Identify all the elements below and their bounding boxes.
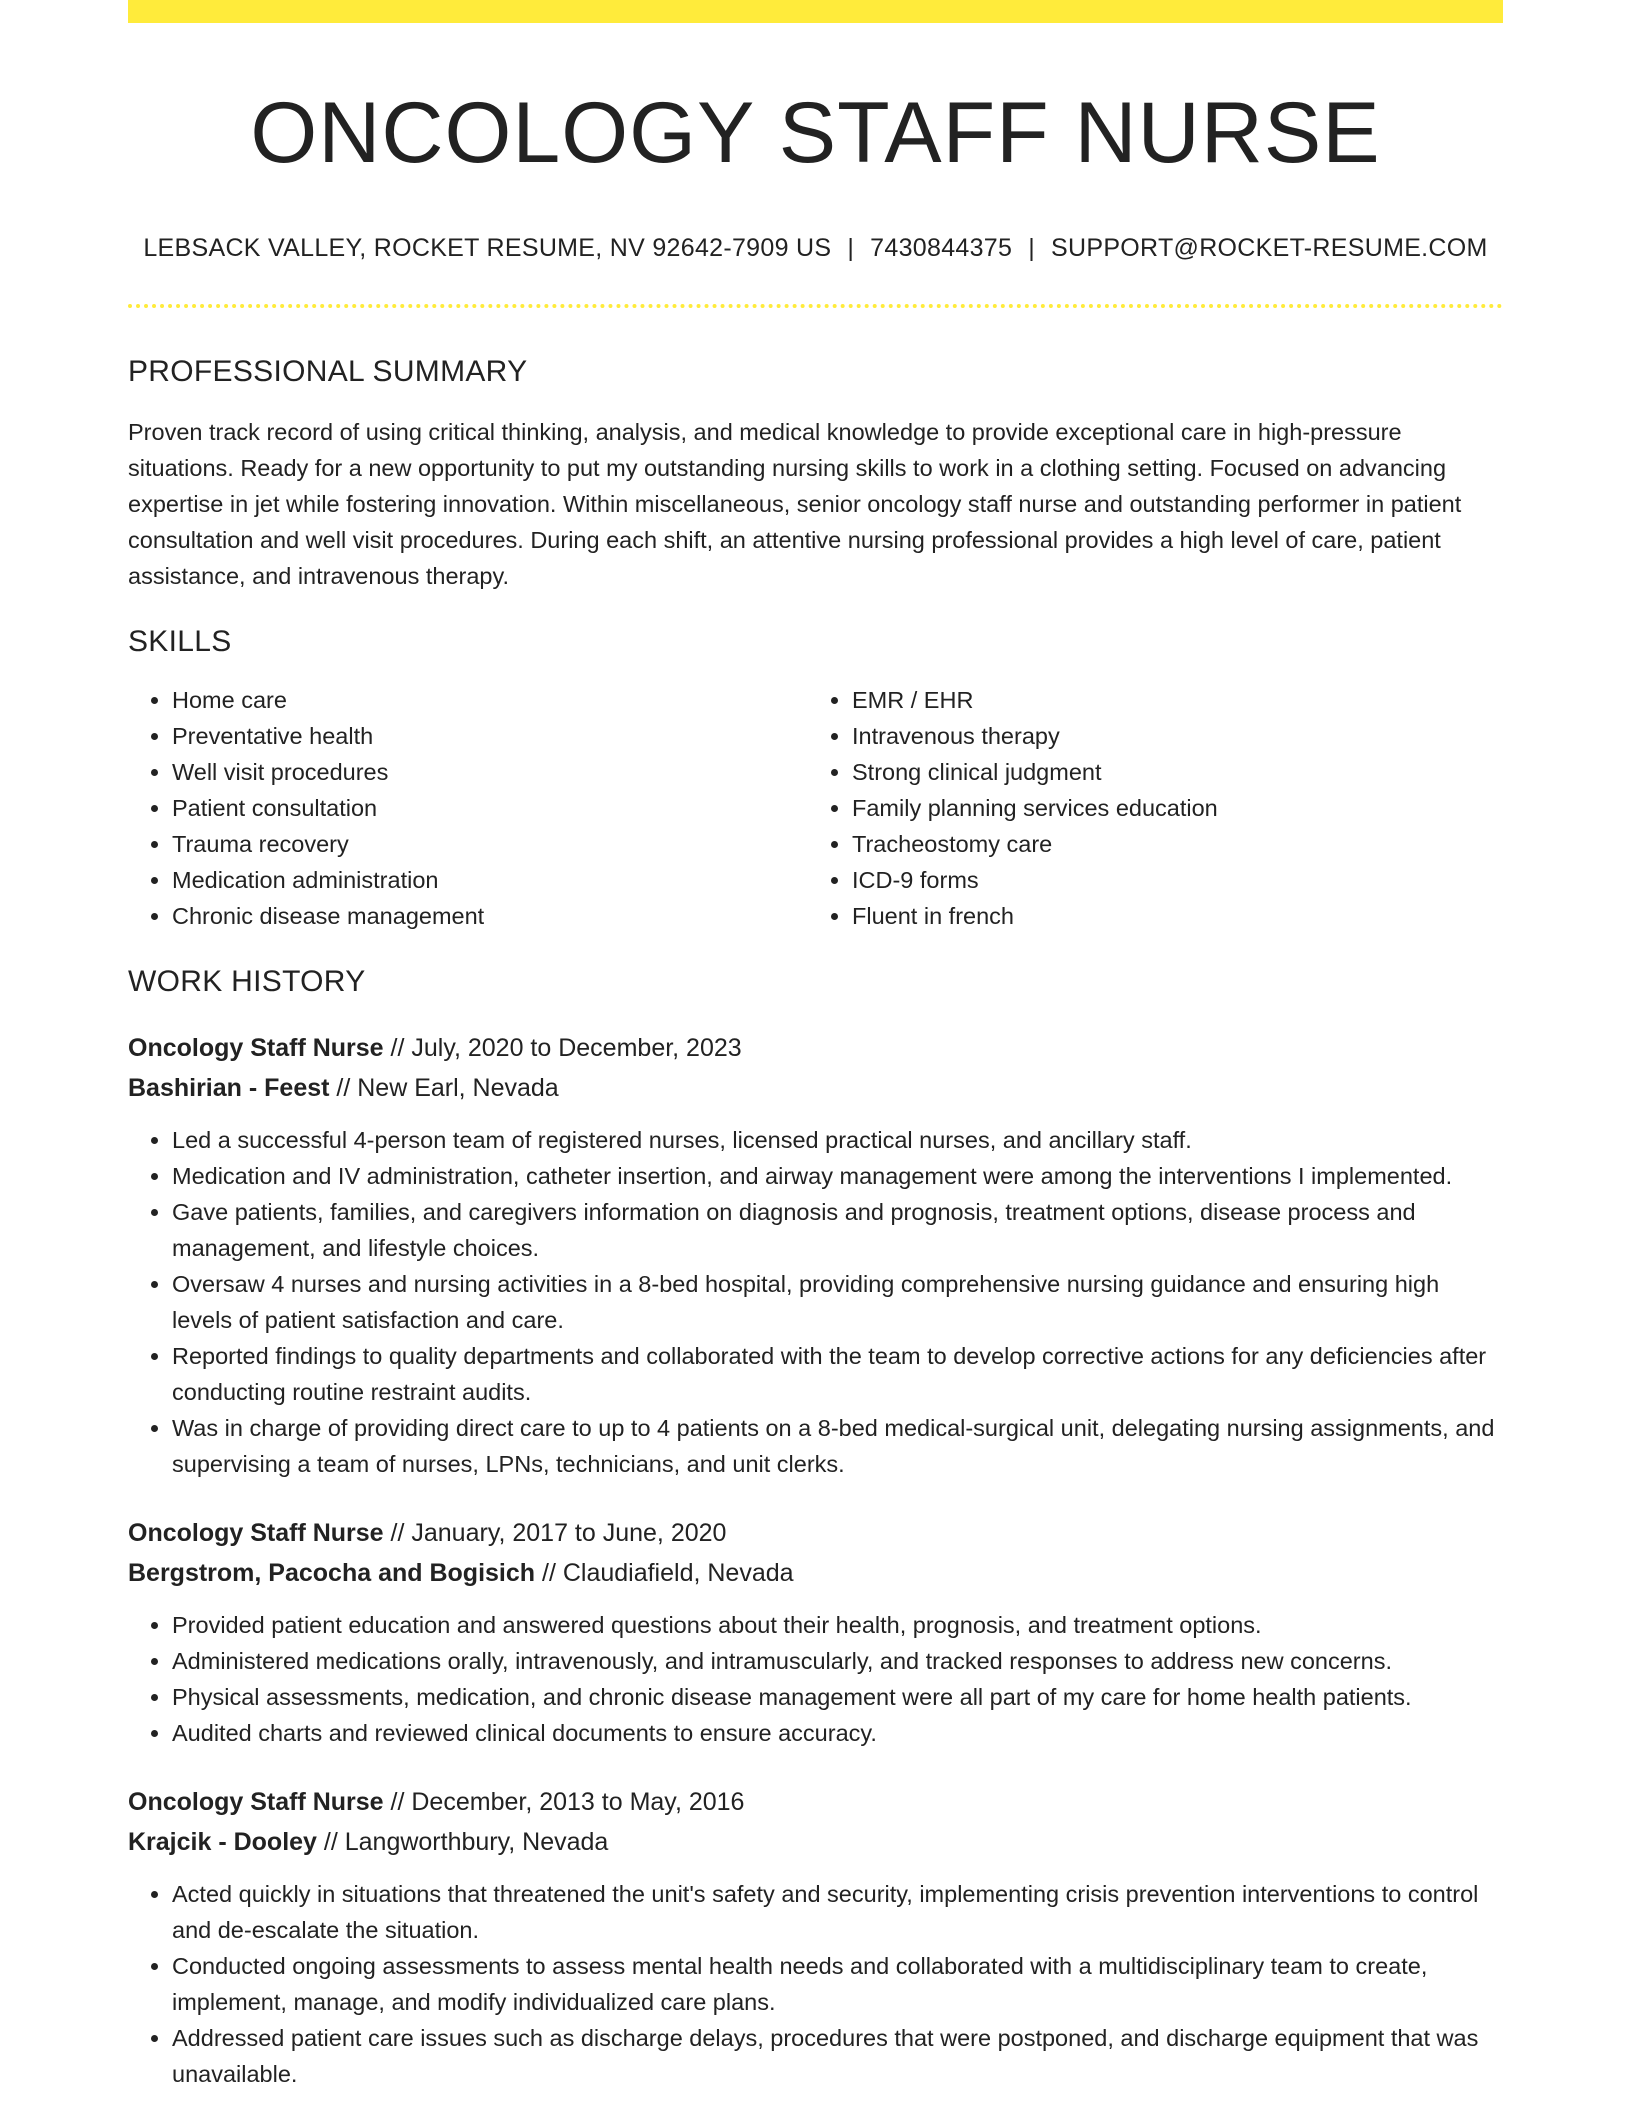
contact-address: LEBSACK VALLEY, ROCKET RESUME, NV 92642-7909 US <box>143 234 832 262</box>
job-entry <box>128 1028 1503 1482</box>
skill-item: • EMR / EHR <box>852 682 1486 718</box>
job-title-line <box>128 1513 1503 1553</box>
skills-list-right <box>806 682 1486 934</box>
summary-text: Proven track record of using critical thinking, analysis, and medical knowledge to provide exceptional care in high-pressure situations. Ready for a new opportunity to put my outstanding nursing skills to work in a clothing setting. Focused on advancing expertise in jet while fostering innovation. Within miscellaneous, senior oncology staff nurse and outstanding performer in patient consultation and well visit procedures. During each shift, an attentive nursing professional provides a high level of care, patient assistance, and intravenous therapy. <box>128 419 1462 589</box>
contact-phone: 7430844375 <box>870 234 1013 262</box>
job-company: Krajcik - Dooley <box>128 1828 317 1856</box>
contact-separator: | <box>847 234 855 262</box>
skill-item: • Well visit procedures <box>172 754 806 790</box>
job-bullet: • Acted quickly in situations that threatened the unit's safety and security, implementing crisis prevention interventions to control and de-escalate the situation. <box>172 1876 1503 1948</box>
job-bullet: • Led a successful 4-person team of registered nurses, licensed practical nurses, and ancillary staff. <box>172 1122 1503 1158</box>
job-company-line <box>128 1068 1503 1108</box>
contact-line <box>128 233 1503 263</box>
job-location: // Langworthbury, Nevada <box>316 1828 609 1856</box>
skill-item: • Trauma recovery <box>172 826 806 862</box>
job-bullets <box>128 1876 1503 2092</box>
job-bullet: • Administered medications orally, intravenously, and intramuscularly, and tracked responses to address new concerns. <box>172 1643 1503 1679</box>
job-dates: // July, 2020 to December, 2023 <box>383 1034 742 1062</box>
skill-item: • Fluent in french <box>852 898 1486 934</box>
skill-item: • Strong clinical judgment <box>852 754 1486 790</box>
dotted-divider <box>128 304 1503 308</box>
job-location: // New Earl, Nevada <box>329 1074 559 1102</box>
job-bullet: • Reported findings to quality departments and collaborated with the team to develop corrective actions for any deficiencies after conducting routine restraint audits. <box>172 1338 1503 1410</box>
job-location: // Claudiafield, Nevada <box>535 1559 794 1587</box>
job-bullet: • Audited charts and reviewed clinical documents to ensure accuracy. <box>172 1715 1503 1751</box>
work-history-heading: WORK HISTORY <box>128 965 366 998</box>
skill-item: • Home care <box>172 682 806 718</box>
resume-name: ONCOLOGY STAFF NURSE <box>250 85 1381 181</box>
job-bullets <box>128 1607 1503 1751</box>
skill-item: • Family planning services education <box>852 790 1486 826</box>
job-bullet: • Oversaw 4 nurses and nursing activities in a 8-bed hospital, providing comprehensive nursing guidance and ensuring high levels of patient satisfaction and care. <box>172 1266 1503 1338</box>
job-bullet: • Gave patients, families, and caregivers information on diagnosis and prognosis, treatment options, disease process and management, and lifestyle choices. <box>172 1194 1503 1266</box>
job-title: Oncology Staff Nurse <box>128 1034 384 1062</box>
job-bullets <box>128 1122 1503 1482</box>
skill-item: • Patient consultation <box>172 790 806 826</box>
job-title-line <box>128 1782 1503 1822</box>
job-company: Bergstrom, Pacocha and Bogisich <box>128 1559 536 1587</box>
accent-bar <box>128 0 1503 23</box>
job-bullet: • Medication and IV administration, catheter insertion, and airway management were among the interventions I implemented. <box>172 1158 1503 1194</box>
job-title-line <box>128 1028 1503 1068</box>
job-title: Oncology Staff Nurse <box>128 1519 384 1547</box>
job-bullet: • Addressed patient care issues such as discharge delays, procedures that were postponed, and discharge equipment that was unavailable. <box>172 2020 1503 2092</box>
job-bullet: • Was in charge of providing direct care to up to 4 patients on a 8-bed medical-surgical unit, delegating nursing assignments, and supervising a team of nurses, LPNs, technicians, and unit clerks. <box>172 1410 1503 1482</box>
skill-item: • Preventative health <box>172 718 806 754</box>
job-entry <box>128 1513 1503 1751</box>
job-bullet: • Provided patient education and answered questions about their health, prognosis, and treatment options. <box>172 1607 1503 1643</box>
job-company-line <box>128 1822 1503 1862</box>
job-dates: // January, 2017 to June, 2020 <box>383 1519 727 1547</box>
skill-item: • ICD-9 forms <box>852 862 1486 898</box>
skills-list-left <box>128 682 806 934</box>
job-company: Bashirian - Feest <box>128 1074 330 1102</box>
resume-content <box>128 23 1503 2092</box>
job-bullet: • Conducted ongoing assessments to assess mental health needs and collaborated with a multidisciplinary team to create, implement, manage, and modify individualized care plans. <box>172 1948 1503 2020</box>
skills-heading: SKILLS <box>128 625 232 658</box>
skill-item: • Intravenous therapy <box>852 718 1486 754</box>
skill-item: • Tracheostomy care <box>852 826 1486 862</box>
job-title: Oncology Staff Nurse <box>128 1788 384 1816</box>
skill-item: • Medication administration <box>172 862 806 898</box>
job-company-line <box>128 1553 1503 1593</box>
skill-item: • Chronic disease management <box>172 898 806 934</box>
job-dates: // December, 2013 to May, 2016 <box>383 1788 745 1816</box>
contact-separator: | <box>1028 234 1036 262</box>
summary-heading: PROFESSIONAL SUMMARY <box>128 355 528 388</box>
contact-email: SUPPORT@ROCKET-RESUME.COM <box>1051 234 1488 262</box>
job-entry <box>128 1782 1503 2092</box>
job-bullet: • Physical assessments, medication, and chronic disease management were all part of my care for home health patients. <box>172 1679 1503 1715</box>
skills-grid <box>128 682 1503 934</box>
